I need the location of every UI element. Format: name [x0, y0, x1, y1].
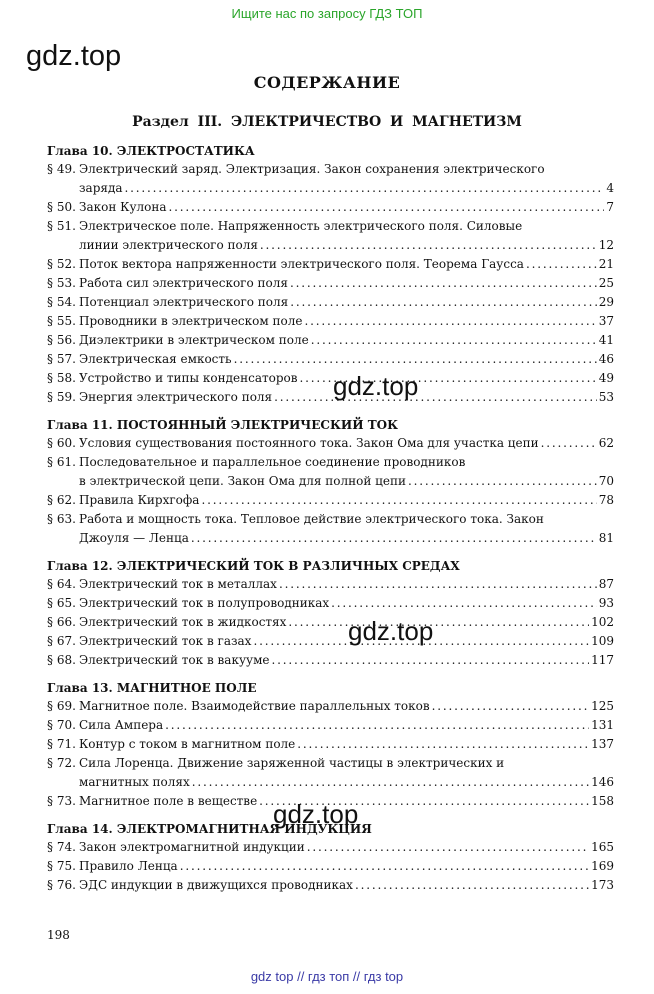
paragraph-number: § 72.	[47, 756, 76, 770]
page-ref: 93	[598, 596, 614, 610]
page-ref: 49	[598, 371, 614, 385]
page-ref: 46	[598, 352, 614, 366]
leader-dots	[541, 434, 597, 453]
bottom-banner[interactable]: gdz top // гдз топ // гдз top	[250, 969, 404, 984]
toc-entry[interactable]	[47, 857, 614, 876]
paragraph-number: § 70.	[47, 718, 76, 732]
paragraph-number: § 63.	[47, 512, 76, 526]
page-ref: 4	[606, 181, 614, 195]
paragraph-number: § 62.	[47, 493, 76, 507]
entry-title: Электрический ток в вакууме	[79, 653, 270, 667]
toc-entry[interactable]	[47, 293, 614, 312]
entry-title: Работа и мощность тока. Тепловое действие электрического тока. Закон	[79, 512, 544, 526]
entry-title: Закон Кулона	[79, 200, 167, 214]
toc-entry[interactable]	[47, 274, 614, 293]
entry-title: Контур с током в магнитном поле	[79, 737, 296, 751]
toc-entry[interactable]	[47, 876, 614, 895]
entry-title: Электрический ток в жидкостях	[79, 615, 287, 629]
page-ref: 41	[598, 333, 614, 347]
paragraph-number: § 69.	[47, 699, 76, 713]
page-ref: 137	[591, 737, 614, 751]
paragraph-number: § 68.	[47, 653, 76, 667]
leader-dots	[408, 472, 597, 491]
leader-dots	[125, 179, 605, 198]
page-ref: 158	[591, 794, 614, 808]
section-title: Раздел III. ЭЛЕКТРИЧЕСТВО И МАГНЕТИЗМ	[132, 114, 522, 130]
entry-title: заряда	[79, 181, 123, 195]
page-number: 198	[47, 928, 70, 942]
table-of-contents	[47, 142, 614, 895]
watermark-logo: gdz.top	[273, 799, 359, 829]
toc-entry[interactable]	[47, 312, 614, 331]
leader-dots	[279, 575, 597, 594]
paragraph-number: § 59.	[47, 390, 76, 404]
entry-title: Электрический ток в газах	[79, 634, 252, 648]
leader-dots	[290, 274, 597, 293]
watermark-logo: gdz.top	[333, 371, 419, 401]
page-ref: 125	[591, 699, 614, 713]
page-ref: 25	[598, 276, 614, 290]
leader-dots	[432, 697, 589, 716]
paragraph-number: § 51.	[47, 219, 76, 233]
entry-title: Магнитное поле. Взаимодействие параллельных токов	[79, 699, 430, 713]
entry-title: ЭДС индукции в движущихся проводниках	[79, 878, 353, 892]
page-ref: 102	[591, 615, 614, 629]
page-ref: 62	[598, 436, 614, 450]
toc-entry[interactable]	[47, 434, 614, 453]
page-ref: 37	[598, 314, 614, 328]
entry-title: линии электрического поля	[79, 238, 258, 252]
chapter-title: Глава 11. ПОСТОЯННЫЙ ЭЛЕКТРИЧЕСКИЙ ТОК	[47, 418, 399, 432]
toc-entry[interactable]	[47, 388, 614, 407]
entry-title: Сила Ампера	[79, 718, 164, 732]
entry-title: Джоуля — Ленца	[79, 531, 189, 545]
toc-entry[interactable]	[47, 510, 614, 548]
page-ref: 87	[598, 577, 614, 591]
chapter-title: Глава 14. ЭЛЕКТРОМАГНИТНАЯ ИНДУКЦИЯ	[47, 822, 372, 836]
entry-title: Последовательное и параллельное соединение проводников	[79, 455, 466, 469]
toc-entry[interactable]	[47, 217, 614, 255]
page-ref: 169	[591, 859, 614, 873]
toc-entry[interactable]	[47, 735, 614, 754]
page-ref: 131	[591, 718, 614, 732]
toc-entry[interactable]	[47, 453, 614, 491]
entry-title: Электрическое поле. Напряженность электрического поля. Силовые	[79, 219, 523, 233]
leader-dots	[191, 529, 597, 548]
leader-dots	[192, 773, 589, 792]
toc-entry[interactable]	[47, 350, 614, 369]
entry-title: Устройство и типы конденсаторов	[79, 371, 298, 385]
entry-title: Потенциал электрического поля	[79, 295, 289, 309]
toc-entry[interactable]	[47, 331, 614, 350]
entry-title: Правила Кирхгофа	[79, 493, 200, 507]
paragraph-number: § 65.	[47, 596, 76, 610]
leader-dots	[274, 388, 597, 407]
entry-title: Энергия электрического поля	[79, 390, 273, 404]
paragraph-number: § 57.	[47, 352, 76, 366]
entry-title: Условия существования постоянного тока. Закон Ома для участка цепи	[79, 436, 539, 450]
top-banner[interactable]: Ищите нас по запросу ГДЗ ТОП	[231, 6, 423, 21]
page-ref: 81	[598, 531, 614, 545]
entry-title: Электрический ток в металлах	[79, 577, 277, 591]
page-ref: 173	[591, 878, 614, 892]
entry-title: в электрической цепи. Закон Ома для полной цепи	[79, 474, 406, 488]
leader-dots	[169, 198, 605, 217]
entry-title: Правило Ленца	[79, 859, 178, 873]
paragraph-number: § 58.	[47, 371, 76, 385]
paragraph-number: § 75.	[47, 859, 76, 873]
paragraph-number: § 49.	[47, 162, 76, 176]
entry-title: Электрический заряд. Электризация. Закон сохранения электрического	[79, 162, 545, 176]
paragraph-number: § 73.	[47, 794, 76, 808]
leader-dots	[201, 491, 596, 510]
paragraph-number: § 52.	[47, 257, 76, 271]
toc-entry[interactable]	[47, 754, 614, 792]
page-title: СОДЕРЖАНИЕ	[253, 73, 401, 92]
entry-title: магнитных полях	[79, 775, 190, 789]
leader-dots	[260, 236, 597, 255]
leader-dots	[304, 312, 596, 331]
leader-dots	[355, 876, 589, 895]
leader-dots	[288, 613, 589, 632]
leader-dots	[307, 838, 589, 857]
leader-dots	[526, 255, 597, 274]
entry-title: Диэлектрики в электрическом поле	[79, 333, 309, 347]
toc-entry[interactable]	[47, 697, 614, 716]
toc-entry[interactable]	[47, 594, 614, 613]
page-ref: 21	[598, 257, 614, 271]
leader-dots	[297, 735, 589, 754]
leader-dots	[311, 331, 597, 350]
watermark-logo: gdz.top	[26, 40, 122, 72]
toc-entry[interactable]	[47, 632, 614, 651]
toc-entry[interactable]	[47, 838, 614, 857]
paragraph-number: § 61.	[47, 455, 76, 469]
chapter-title: Глава 12. ЭЛЕКТРИЧЕСКИЙ ТОК В РАЗЛИЧНЫХ СРЕДАХ	[47, 559, 460, 573]
paragraph-number: § 64.	[47, 577, 76, 591]
paragraph-number: § 56.	[47, 333, 76, 347]
page-ref: 53	[598, 390, 614, 404]
paragraph-number: § 71.	[47, 737, 76, 751]
toc-entry[interactable]	[47, 613, 614, 632]
page-ref: 7	[606, 200, 614, 214]
entry-title: Проводники в электрическом поле	[79, 314, 303, 328]
leader-dots	[180, 857, 589, 876]
toc-entry[interactable]	[47, 491, 614, 510]
page-ref: 165	[591, 840, 614, 854]
toc-entry[interactable]	[47, 255, 614, 274]
paragraph-number: § 66.	[47, 615, 76, 629]
page-ref: 29	[598, 295, 614, 309]
leader-dots	[165, 716, 589, 735]
leader-dots	[290, 293, 596, 312]
entry-title: Закон электромагнитной индукции	[79, 840, 305, 854]
paragraph-number: § 55.	[47, 314, 76, 328]
toc-entry[interactable]	[47, 369, 614, 388]
entry-title: Электрический ток в полупроводниках	[79, 596, 330, 610]
toc-entry[interactable]	[47, 575, 614, 594]
toc-entry[interactable]	[47, 198, 614, 217]
page-ref: 12	[598, 238, 614, 252]
entry-title: Электрическая емкость	[79, 352, 232, 366]
entry-title: Поток вектора напряженности электрического поля. Теорема Гаусса	[79, 257, 524, 271]
paragraph-number: § 53.	[47, 276, 76, 290]
entry-title: Сила Лоренца. Движение заряженной частицы в электрических и	[79, 756, 505, 770]
chapter-title: Глава 10. ЭЛЕКТРОСТАТИКА	[47, 144, 255, 158]
entry-title: Работа сил электрического поля	[79, 276, 288, 290]
page-ref: 109	[591, 634, 614, 648]
page-ref: 70	[598, 474, 614, 488]
toc-entry[interactable]	[47, 716, 614, 735]
leader-dots	[234, 350, 597, 369]
chapter-title: Глава 13. МАГНИТНОЕ ПОЛЕ	[47, 681, 257, 695]
watermark-logo: gdz.top	[348, 616, 434, 646]
toc-entry[interactable]	[47, 651, 614, 670]
leader-dots	[331, 594, 597, 613]
page-ref: 146	[591, 775, 614, 789]
paragraph-number: § 76.	[47, 878, 76, 892]
paragraph-number: § 67.	[47, 634, 76, 648]
paragraph-number: § 60.	[47, 436, 76, 450]
paragraph-number: § 50.	[47, 200, 76, 214]
page-ref: 78	[598, 493, 614, 507]
leader-dots	[272, 651, 590, 670]
toc-entry[interactable]	[47, 160, 614, 198]
page-ref: 117	[591, 653, 614, 667]
paragraph-number: § 54.	[47, 295, 76, 309]
paragraph-number: § 74.	[47, 840, 76, 854]
entry-title: Магнитное поле в веществе	[79, 794, 258, 808]
